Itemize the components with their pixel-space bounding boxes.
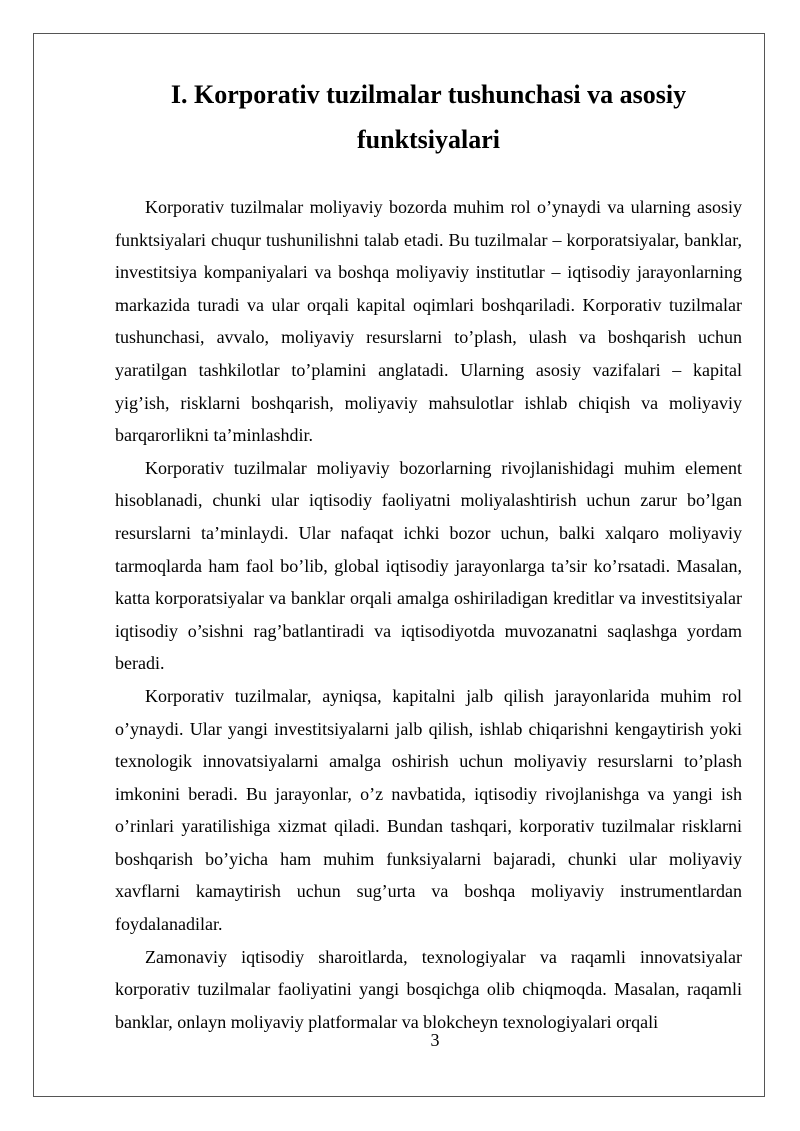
body-text	[115, 191, 742, 1038]
paragraph: Korporativ tuzilmalar moliyaviy bozorlarning rivojlanishidagi muhim element hisoblanadi, chunki ular iqtisodiy faoliyatni moliyalashtirish uchun zarur bo’lgan resurslarni ta’minlaydi. Ular nafaqat ichki bozor uchun, balki xalqaro moliyaviy tarmoqlarda ham faol bo’lib, global iqtisodiy jarayonlarga ta’sir ko’rsatadi. Masalan, katta korporatsiyalar va banklar orqali amalga oshiriladigan kreditlar va investitsiyalar iqtisodiy o’sishni rag’batlantiradi va iqtisodiyotda muvozanatni saqlashga yordam beradi.	[115, 457, 742, 674]
page-number: 3	[430, 1030, 440, 1050]
section-heading: I. Korporativ tuzilmalar tushunchasi va asosiy funktsiyalari	[170, 80, 687, 154]
paragraph: Zamonaviy iqtisodiy sharoitlarda, texnologiyalar va raqamli innovatsiyalar korporativ tuzilmalar faoliyatini yangi bosqichga olib chiqmoqda. Masalan, raqamli banklar, onlayn moliyaviy platformalar va blokcheyn texnologiyalari orqali	[115, 946, 742, 1032]
paragraph: Korporativ tuzilmalar moliyaviy bozorda muhim rol o’ynaydi va ularning asosiy funktsiyalari chuqur tushunilishni talab etadi. Bu tuzilmalar – korporatsiyalar, banklar, investitsiya kompaniyalari va boshqa moliyaviy institutlar – iqtisodiy jarayonlarning markazida turadi va ular orqali kapital oqimlari boshqariladi. Korporativ tuzilmalar tushunchasi, avvalo, moliyaviy resurslarni to’plash, ulash va boshqarish uchun yaratilgan tashkilotlar to’plamini anglatadi. Ularning asosiy vazifalari – kapital yig’ish, risklarni boshqarish, moliyaviy mahsulotlar ishlab chiqish va moliyaviy barqarorlikni ta’minlashdir.	[115, 197, 742, 446]
paragraph: Korporativ tuzilmalar, ayniqsa, kapitalni jalb qilish jarayonlarida muhim rol o’ynaydi. Ular yangi investitsiyalarni jalb qilish, ishlab chiqarishni kengaytirish yoki texnologik innovatsiyalarni amalga oshirish uchun moliyaviy resurslarni to’plash imkonini beradi. Bu jarayonlar, o’z navbatida, iqtisodiy rivojlanishga va yangi ish o’rinlari yaratilishiga xizmat qiladi. Bundan tashqari, korporativ tuzilmalar risklarni boshqarish bo’yicha ham muhim funksiyalarni bajaradi, chunki ular moliyaviy xavflarni kamaytirish uchun sug’urta va boshqa moliyaviy instrumentlardan foydalanadilar.	[115, 685, 742, 935]
